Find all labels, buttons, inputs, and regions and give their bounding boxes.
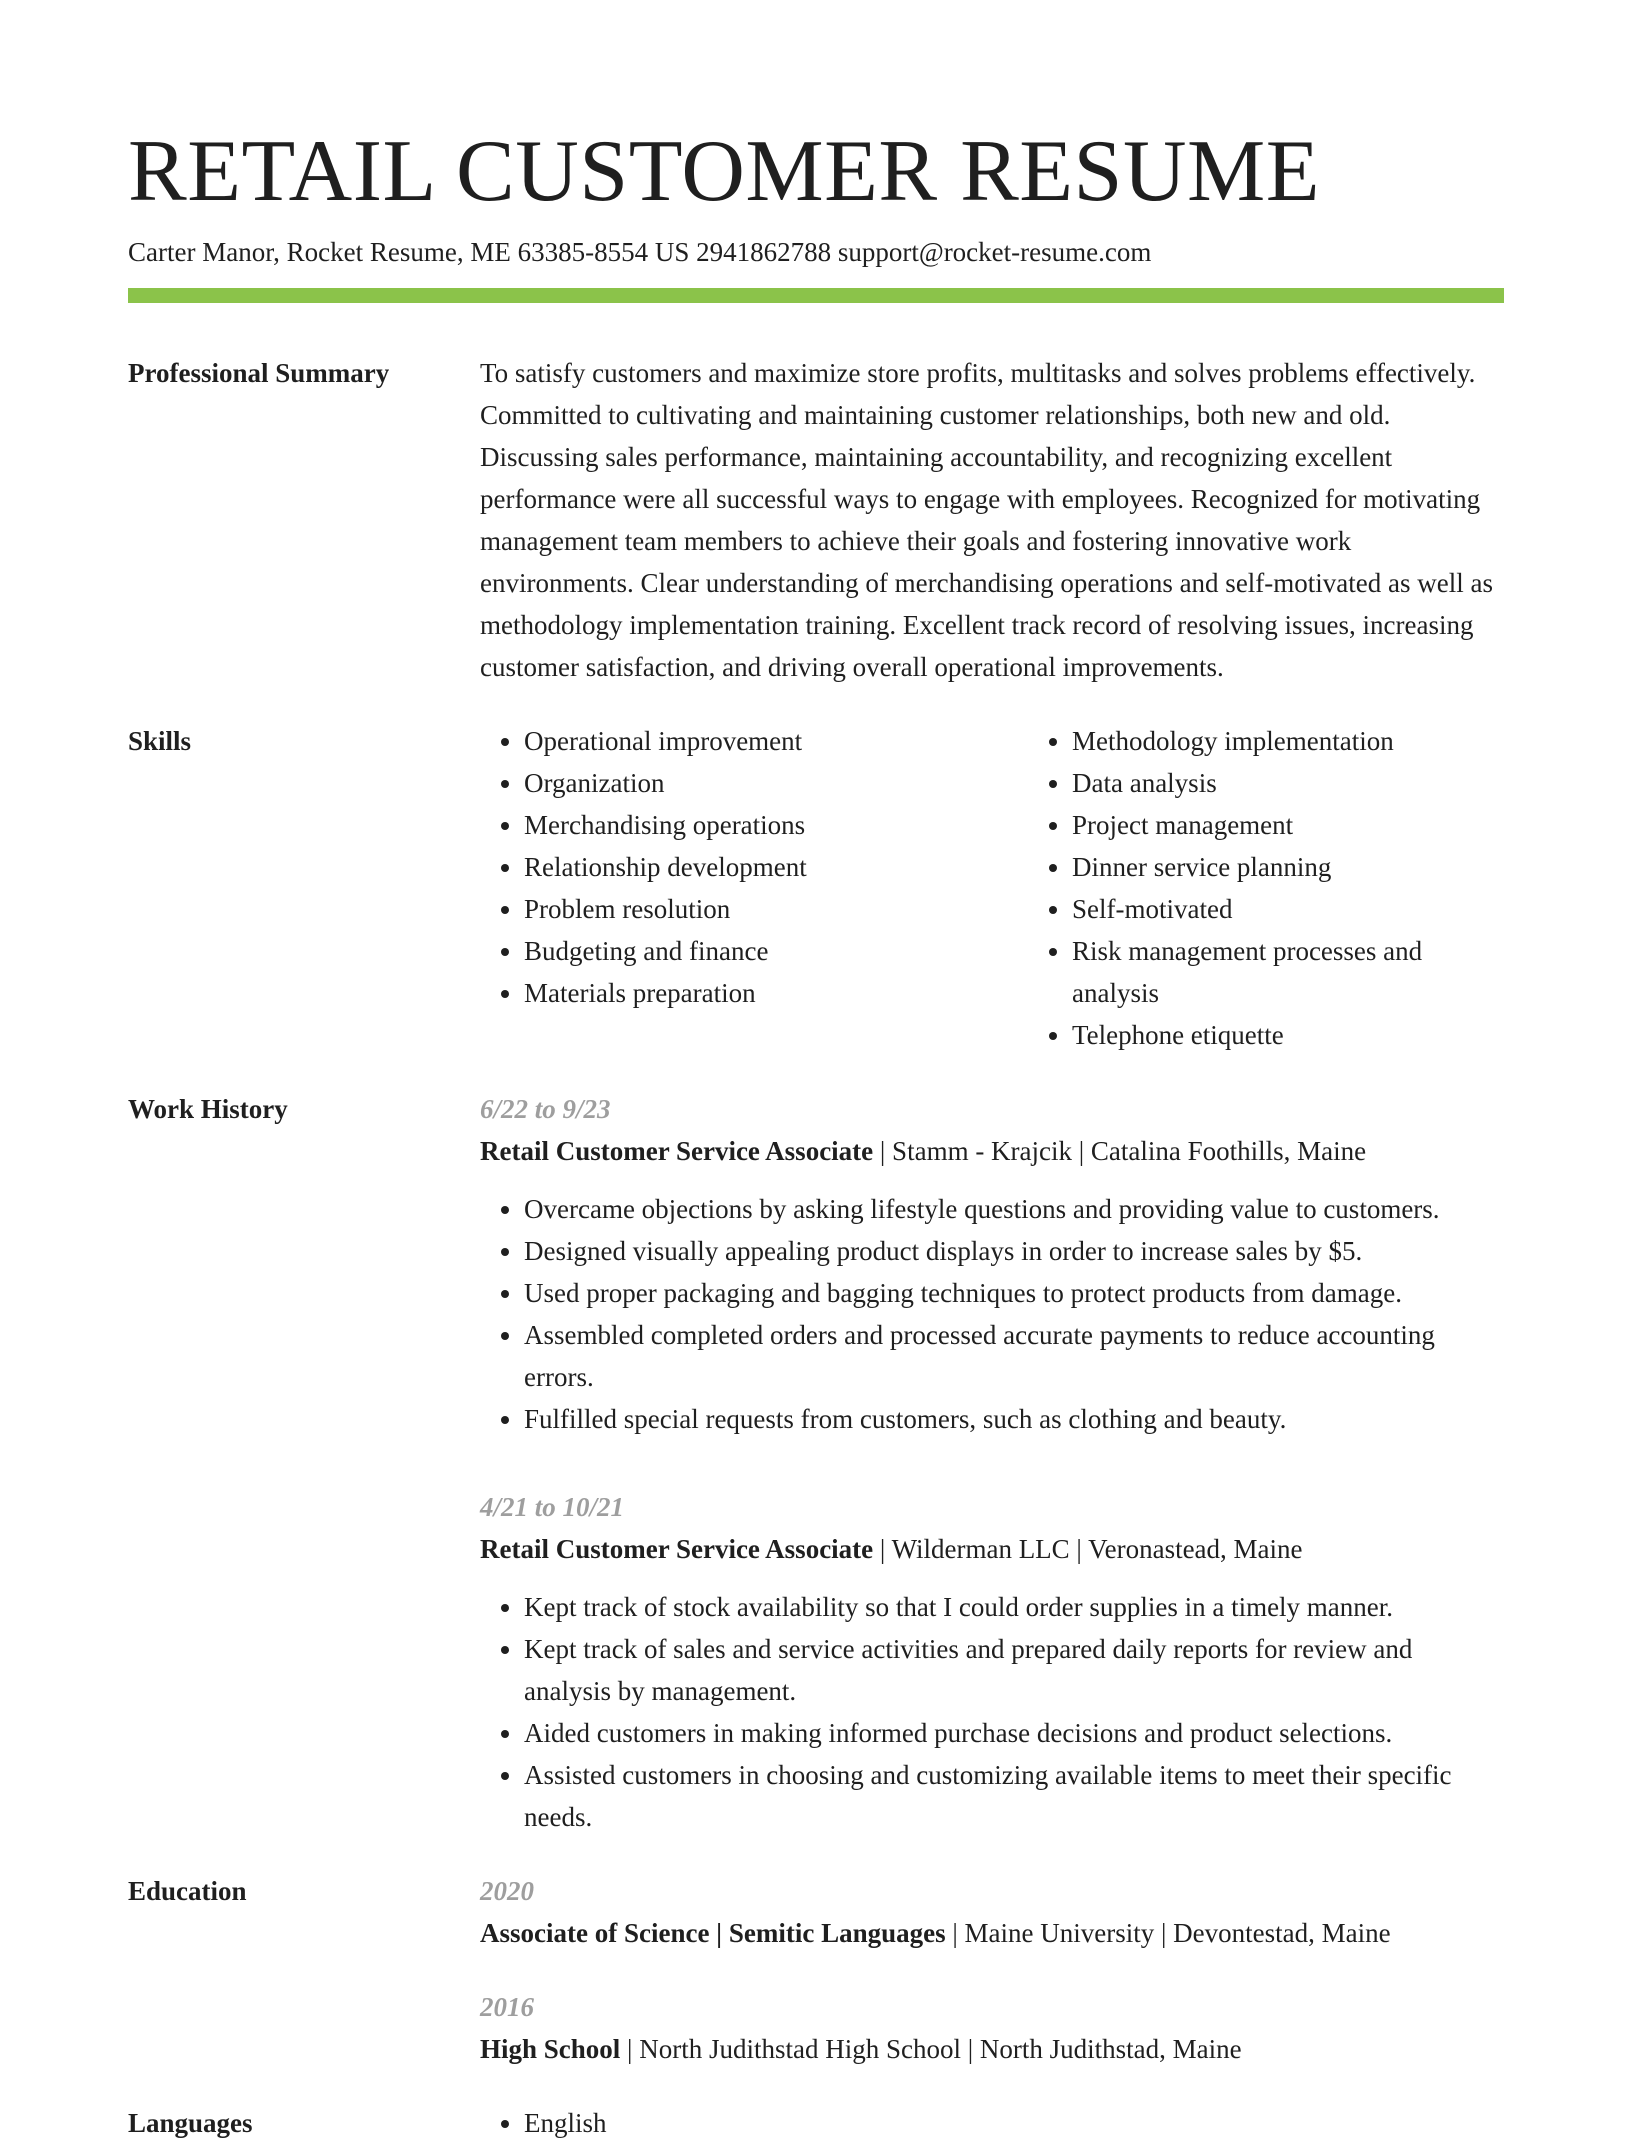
job-title: Retail Customer Service Associate bbox=[480, 1136, 874, 1166]
skill-item: • Operational improvement bbox=[524, 720, 1028, 762]
entry-date: 6/22 to 9/23 bbox=[480, 1094, 611, 1124]
skill-item: • Merchandising operations bbox=[524, 804, 1028, 846]
section-label-summary: Professional Summary bbox=[128, 358, 390, 388]
employer-details: | Wilderman LLC | Veronastead, Maine bbox=[873, 1534, 1303, 1564]
skills-section bbox=[128, 720, 1504, 1056]
skill-item: • Relationship development bbox=[524, 846, 1028, 888]
education-section bbox=[128, 1870, 1504, 2070]
summary-text: To satisfy customers and maximize store profits, multitasks and solves problems effectively. Committed to cultivating and maintaining customer relationships, both new and old. Discussing sales performance, maintaining accountability, and recognizing excellent performance were all successful ways to engage with employees. Recognized for motivating management team members to achieve their goals and fostering innovative work environments. Clear understanding of merchandising operations and self-motivated as well as methodology implementation training. Excellent track record of resolving issues, increasing customer satisfaction, and driving overall operational improvements. bbox=[480, 358, 1493, 682]
entry-date: 4/21 to 10/21 bbox=[480, 1492, 625, 1522]
work-entry bbox=[480, 1486, 1504, 1838]
contact-line: Carter Manor, Rocket Resume, ME 63385-8554 US 2941862788 support@rocket-resume.com bbox=[128, 237, 1152, 267]
degree-title: High School bbox=[480, 2034, 621, 2064]
entry-date: 2016 bbox=[480, 1992, 534, 2022]
entry-heading bbox=[480, 1130, 1504, 1172]
skill-item: • Data analysis bbox=[1072, 762, 1504, 804]
header-divider bbox=[128, 288, 1504, 303]
section-label-skills: Skills bbox=[128, 726, 192, 756]
skill-item: • Project management bbox=[1072, 804, 1504, 846]
skill-item: • Problem resolution bbox=[524, 888, 1028, 930]
work-entry bbox=[480, 1088, 1504, 1440]
skill-item: • Risk management processes and analysis bbox=[1072, 930, 1504, 1014]
job-bullet: • Assisted customers in choosing and customizing available items to meet their specific needs. bbox=[524, 1754, 1504, 1838]
skill-item: • Organization bbox=[524, 762, 1028, 804]
languages-section bbox=[128, 2102, 1504, 2144]
skill-item: • Budgeting and finance bbox=[524, 930, 1028, 972]
school-details: | Maine University | Devontestad, Maine bbox=[945, 1918, 1391, 1948]
summary-section bbox=[128, 352, 1504, 688]
job-bullets bbox=[480, 1188, 1504, 1440]
job-bullet: • Overcame objections by asking lifestyle questions and providing value to customers. bbox=[524, 1188, 1504, 1230]
job-bullet: • Used proper packaging and bagging techniques to protect products from damage. bbox=[524, 1272, 1504, 1314]
entry-heading bbox=[480, 1912, 1504, 1954]
job-bullet: • Kept track of sales and service activities and prepared daily reports for review and analysis by management. bbox=[524, 1628, 1504, 1712]
job-bullet: • Fulfilled special requests from customers, such as clothing and beauty. bbox=[524, 1398, 1504, 1440]
skill-item: • Dinner service planning bbox=[1072, 846, 1504, 888]
job-bullets bbox=[480, 1586, 1504, 1838]
school-details: | North Judithstad High School | North Judithstad, Maine bbox=[620, 2034, 1242, 2064]
job-bullet: • Kept track of stock availability so that I could order supplies in a timely manner. bbox=[524, 1586, 1504, 1628]
skill-item: • Methodology implementation bbox=[1072, 720, 1504, 762]
language-item: • English bbox=[524, 2102, 1504, 2144]
skill-item: • Telephone etiquette bbox=[1072, 1014, 1504, 1056]
resume-title: RETAIL CUSTOMER RESUME bbox=[128, 123, 1321, 220]
languages-list bbox=[480, 2102, 1504, 2144]
degree-title: Associate of Science | Semitic Languages bbox=[480, 1918, 946, 1948]
skill-item: • Self-motivated bbox=[1072, 888, 1504, 930]
skills-list-right bbox=[1028, 720, 1504, 1056]
skill-item: • Materials preparation bbox=[524, 972, 1028, 1014]
employer-details: | Stamm - Krajcik | Catalina Foothills, Maine bbox=[873, 1136, 1367, 1166]
job-title: Retail Customer Service Associate bbox=[480, 1534, 874, 1564]
job-bullet: • Assembled completed orders and processed accurate payments to reduce accounting errors. bbox=[524, 1314, 1504, 1398]
resume-page bbox=[128, 122, 1504, 2144]
education-entry bbox=[480, 1870, 1504, 1954]
section-label-work: Work History bbox=[128, 1094, 288, 1124]
job-bullet: • Designed visually appealing product displays in order to increase sales by $5. bbox=[524, 1230, 1504, 1272]
section-label-education: Education bbox=[128, 1876, 247, 1906]
entry-date: 2020 bbox=[480, 1876, 534, 1906]
section-label-languages: Languages bbox=[128, 2108, 253, 2138]
entry-heading bbox=[480, 1528, 1504, 1570]
skills-list-left bbox=[480, 720, 1028, 1056]
education-entry bbox=[480, 1986, 1504, 2070]
entry-heading bbox=[480, 2028, 1504, 2070]
job-bullet: • Aided customers in making informed purchase decisions and product selections. bbox=[524, 1712, 1504, 1754]
work-history-section bbox=[128, 1088, 1504, 1838]
